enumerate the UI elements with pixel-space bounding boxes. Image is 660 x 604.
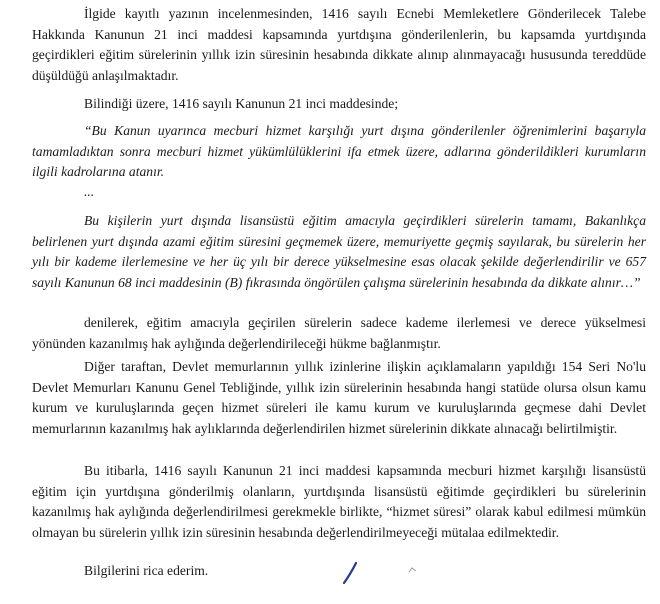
pen-stroke-icon xyxy=(340,560,362,586)
scan-speck-icon xyxy=(408,566,418,574)
quote-first: “Bu Kanun uyarınca mecburi hizmet karşılığı yurt dışına gönderilenler öğrenimlerini başarıyla tamamladıktan sonra mecburi hizmet yükümlülüklerini ifa etmek üzere, adlarına gönderildikleri kurumların ilgili kadrolarına atanır. xyxy=(32,123,646,179)
quote-ellipsis: ... xyxy=(84,184,95,199)
paragraph-conclusion-law: denilerek, eğitim amacıyla geçirilen sürelerin sadece kademe ilerlemesi ve derece yükselmesi yönünden kazanılmış hak aylığında değerlendirileceği hükme bağlanmıştır. xyxy=(32,315,646,351)
paragraph-intro: İlgide kayıtlı yazının incelenmesinden, 1416 sayılı Ecnebi Memleketlere Gönderilecek Talebe Hakkında Kanunun 21 inci maddesi kapsamında yurtdışına gönderilenlerin, bu kapsamda yurtdışında geçirdikleri eğitim sürelerinin yıllık izin süresinin hesabında dikkate alınıp alınmayacağı hususunda tereddüde düşüldüğü anlaşılmaktadır. xyxy=(32,6,646,83)
paragraph-reference: Bilindiği üzere, 1416 sayılı Kanunun 21 inci maddesinde; xyxy=(84,96,399,111)
paragraph-closing: Bilgilerini rica ederim. xyxy=(84,563,209,578)
paragraph-communique: Diğer taraftan, Devlet memurlarının yıllık izinlerine ilişkin açıklamaların yapıldığı 154 Seri No'lu Devlet Memurları Kanunu Genel Tebliğinde, yıllık izin sürelerinin hesabında hangi statüde olursa olsun kamu kurum ve kuruluşlarında geçen hizmet süreleri ile kamu kurum ve kuruluşlarında geçmese dahi Devlet memurlarının kazanılmış hak aylıklarında değerlendirilen hizmet sürelerinin dikkate alınacağı belirtilmiştir. xyxy=(32,359,646,436)
paragraph-opinion: Bu itibarla, 1416 sayılı Kanunun 21 inci maddesi kapsamında mecburi hizmet karşılığı lisansüstü eğitim için yurtdışına gönderilmiş olanların, yurtdışında lisansüstü eğitimde geçirdikleri bu sürelerinin kazanılmış hak aylığında değerlendirilmesi gerekmekle birlikte, “hizmet süresi” olarak kabul edilmesi mümkün olmayan bu sürelerin yıllık izin süresinin hesabında değerlendirilmeyeceği mütalaa edilmektedir. xyxy=(32,463,646,540)
quote-second: Bu kişilerin yurt dışında lisansüstü eğitim amacıyla geçirdikleri sürelerin tamamı, Bakanlıkça belirlenen yurt dışında azami eğitim süresini geçmemek üzere, memuriyette geçmiş sayılarak, bu sürelerin her yılı bir kademe ilerlemesine ve her üç yılı bir derece yükselmesine esas olacak şekilde değerlendirilir ve 657 sayılı Kanunun 68 inci maddesinin (B) fıkrasında öngörülen çalışma sürelerinin hesabında da dikkate alınır…” xyxy=(32,213,646,290)
